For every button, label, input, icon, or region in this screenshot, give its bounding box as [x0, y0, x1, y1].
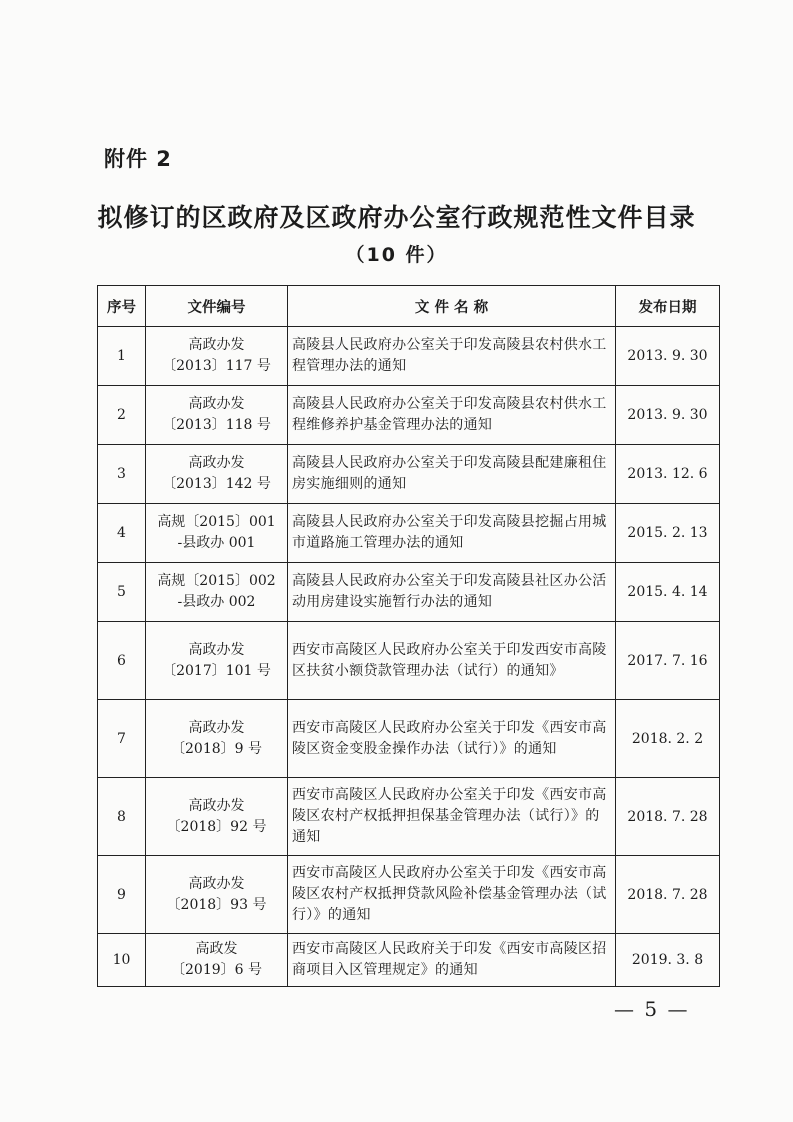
row-name: 高陵县人民政府办公室关于印发高陵县社区办公活动用房建设实施暂行办法的通知 [288, 563, 616, 622]
row-date: 2018. 7. 28 [616, 778, 720, 856]
row-code-line1: 高政办发 [188, 396, 245, 412]
table-row [98, 622, 720, 700]
row-code-line1: 高政办发 [188, 337, 245, 353]
row-code-line2: 〔2018〕92 号 [166, 818, 267, 835]
row-seq: 5 [98, 563, 146, 622]
row-seq: 8 [98, 778, 146, 856]
row-date: 2019. 3. 8 [616, 934, 720, 987]
attachment-label: 附件 2 [104, 147, 172, 171]
row-name: 西安市高陵区人民政府关于印发《西安市高陵区招商项目入区管理规定》的通知 [288, 934, 616, 987]
row-code-line1: 高政办发 [188, 641, 245, 658]
table-row [98, 856, 720, 934]
row-date: 2017. 7. 16 [616, 622, 720, 700]
row-seq: 6 [98, 622, 146, 700]
row-code [146, 778, 288, 856]
row-name: 西安市高陵区人民政府办公室关于印发《西安市高陵区农村产权抵押担保基金管理办法（试行）》的通知 [288, 778, 616, 856]
row-code-line2: 〔2013〕118 号 [162, 417, 271, 433]
row-code-line2: 〔2018〕9 号 [171, 740, 262, 757]
row-code-line2: 〔2017〕101 号 [162, 662, 271, 679]
row-date: 2015. 4. 14 [616, 563, 720, 622]
row-seq: 4 [98, 504, 146, 563]
row-code-line2: 〔2018〕93 号 [166, 896, 267, 913]
row-date: 2013. 12. 6 [616, 445, 720, 504]
row-code-line1: 高政发 [195, 941, 238, 957]
table-row [98, 563, 720, 622]
row-name: 西安市高陵区人民政府办公室关于印发《西安市高陵区农村产权抵押贷款风险补偿基金管理办法（试行）》的通知 [288, 856, 616, 934]
document-title: 拟修订的区政府及区政府办公室行政规范性文件目录 [97, 203, 696, 232]
row-date: 2013. 9. 30 [616, 386, 720, 445]
table-row [98, 504, 720, 563]
row-code [146, 934, 288, 987]
table-row [98, 327, 720, 386]
row-name: 西安市高陵区人民政府办公室关于印发西安市高陵区扶贫小额贷款管理办法（试行）的通知》 [288, 622, 616, 700]
row-code-line1: 高政办发 [188, 719, 245, 736]
row-date: 2015. 2. 13 [616, 504, 720, 563]
row-code-line1: 高政办发 [188, 797, 245, 814]
document-subtitle: （10 件） [345, 244, 448, 266]
column-header-name: 文 件 名 称 [288, 286, 616, 327]
row-seq: 3 [98, 445, 146, 504]
row-seq: 1 [98, 327, 146, 386]
row-code-line2: 〔2013〕142 号 [162, 476, 271, 492]
row-code [146, 622, 288, 700]
row-code-line2: -县政办 002 [177, 594, 256, 610]
table-row [98, 445, 720, 504]
row-name: 高陵县人民政府办公室关于印发高陵县农村供水工程管理办法的通知 [288, 327, 616, 386]
row-code-line2: 〔2019〕6 号 [171, 962, 262, 978]
file-catalog-table [97, 285, 720, 987]
table-header-row [98, 286, 720, 327]
row-seq: 9 [98, 856, 146, 934]
column-header-code: 文件编号 [146, 286, 288, 327]
row-seq: 2 [98, 386, 146, 445]
column-header-date: 发布日期 [616, 286, 720, 327]
row-name: 西安市高陵区人民政府办公室关于印发《西安市高陵区资金变股金操作办法（试行）》的通知 [288, 700, 616, 778]
row-name: 高陵县人民政府办公室关于印发高陵县农村供水工程维修养护基金管理办法的通知 [288, 386, 616, 445]
row-code-line1: 高政办发 [188, 875, 245, 892]
row-code [146, 856, 288, 934]
table-row [98, 386, 720, 445]
row-code [146, 504, 288, 563]
row-code-line1: 高规〔2015〕001 [157, 514, 276, 530]
row-code-line2: 〔2013〕117 号 [162, 358, 271, 374]
row-seq: 10 [98, 934, 146, 987]
row-date: 2013. 9. 30 [616, 327, 720, 386]
row-code [146, 327, 288, 386]
row-code [146, 700, 288, 778]
row-code [146, 563, 288, 622]
table-row [98, 700, 720, 778]
row-code [146, 386, 288, 445]
row-date: 2018. 7. 28 [616, 856, 720, 934]
row-code-line2: -县政办 001 [177, 535, 256, 551]
column-header-seq: 序号 [98, 286, 146, 327]
table-row [98, 778, 720, 856]
row-date: 2018. 2. 2 [616, 700, 720, 778]
row-code [146, 445, 288, 504]
row-seq: 7 [98, 700, 146, 778]
page-number: — 5 — [614, 997, 690, 1021]
row-code-line1: 高规〔2015〕002 [157, 573, 276, 589]
row-name: 高陵县人民政府办公室关于印发高陵县配建廉租住房实施细则的通知 [288, 445, 616, 504]
row-name: 高陵县人民政府办公室关于印发高陵县挖掘占用城市道路施工管理办法的通知 [288, 504, 616, 563]
table-row [98, 934, 720, 987]
row-code-line1: 高政办发 [188, 455, 245, 471]
